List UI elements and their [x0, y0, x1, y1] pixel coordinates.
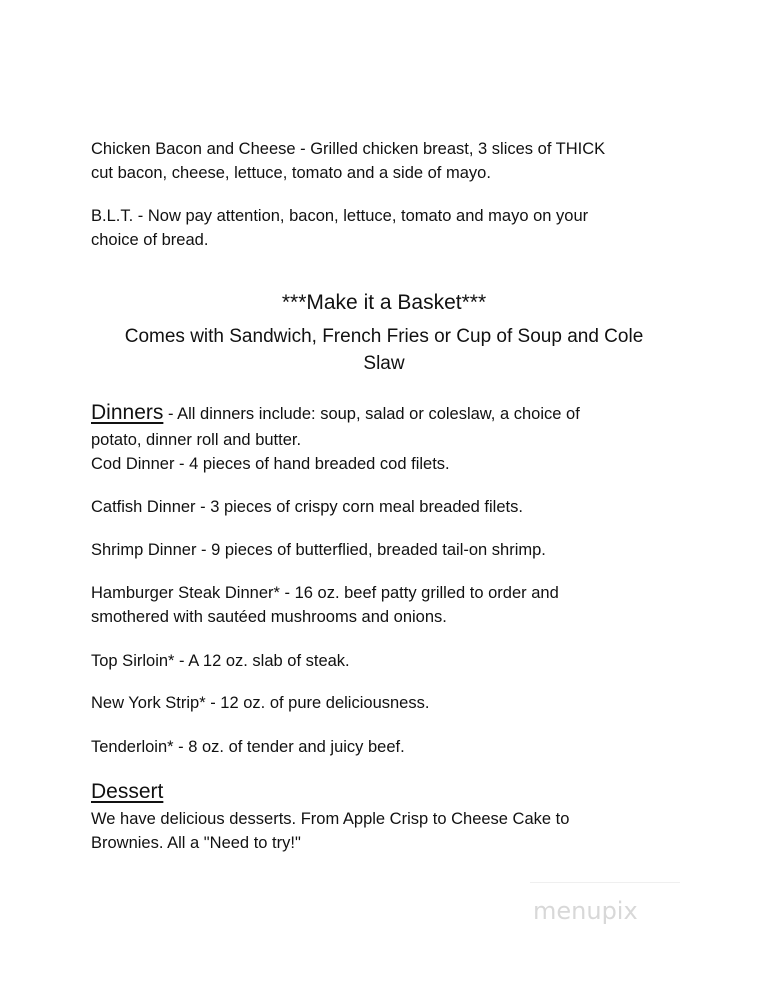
- menu-item-line: smothered with sautéed mushrooms and onions.: [91, 608, 447, 626]
- menu-item-line: B.L.T. - Now pay attention, bacon, lettuce, tomato and mayo on your: [91, 207, 589, 225]
- dinners-section: [91, 401, 691, 427]
- menu-item-line: Chicken Bacon and Cheese - Grilled chicken breast, 3 slices of THICK: [91, 140, 606, 158]
- menu-item-blt: [91, 204, 691, 252]
- dessert-line: Brownies. All a "Need to try!": [91, 834, 301, 852]
- dessert-line: We have delicious desserts. From Apple Crisp to Cheese Cake to: [91, 810, 570, 828]
- menu-item-line: New York Strip* - 12 oz. of pure deliciousness.: [91, 694, 430, 712]
- dinners-heading: Dinners: [91, 401, 164, 424]
- watermark-rule: [530, 882, 680, 891]
- basket-title: ***Make it a Basket***: [281, 291, 487, 314]
- menu-item-line: choice of bread.: [91, 231, 209, 249]
- dessert-section: [91, 780, 691, 806]
- menu-item-line: Shrimp Dinner - 9 pieces of butterflied, breaded tail-on shrimp.: [91, 541, 546, 559]
- basket-description-line: Comes with Sandwich, French Fries or Cup of Soup and Cole: [124, 326, 644, 347]
- menu-item-catfish-dinner: [91, 495, 691, 519]
- dinners-intro: - All dinners include: soup, salad or coleslaw, a choice of: [163, 405, 580, 423]
- watermark-logo: menupix: [533, 897, 638, 925]
- menu-item-chicken-bacon-cheese: [91, 137, 691, 185]
- menu-item-new-york-strip: [91, 691, 691, 715]
- basket-description-line: Slaw: [363, 353, 405, 374]
- menu-item-line: Catfish Dinner - 3 pieces of crispy corn meal breaded filets.: [91, 498, 523, 516]
- menu-item-line: cut bacon, cheese, lettuce, tomato and a side of mayo.: [91, 164, 491, 182]
- menu-item-top-sirloin: [91, 649, 691, 673]
- menu-item-line: Hamburger Steak Dinner* - 16 oz. beef patty grilled to order and: [91, 584, 559, 602]
- basket-description: [84, 323, 684, 377]
- dessert-description: [91, 807, 691, 855]
- menu-item-line: Top Sirloin* - A 12 oz. slab of steak.: [91, 652, 350, 670]
- dinners-intro-continued: [91, 428, 691, 476]
- menu-item-hamburger-steak: [91, 581, 691, 629]
- menu-item-line: Tenderloin* - 8 oz. of tender and juicy beef.: [91, 738, 405, 756]
- dessert-heading: Dessert: [91, 780, 164, 803]
- menu-item-cod-dinner: Cod Dinner - 4 pieces of hand breaded cod filets.: [91, 455, 450, 473]
- dinners-intro-line: potato, dinner roll and butter.: [91, 431, 302, 449]
- menu-item-tenderloin: [91, 735, 691, 759]
- menu-item-shrimp-dinner: [91, 538, 691, 562]
